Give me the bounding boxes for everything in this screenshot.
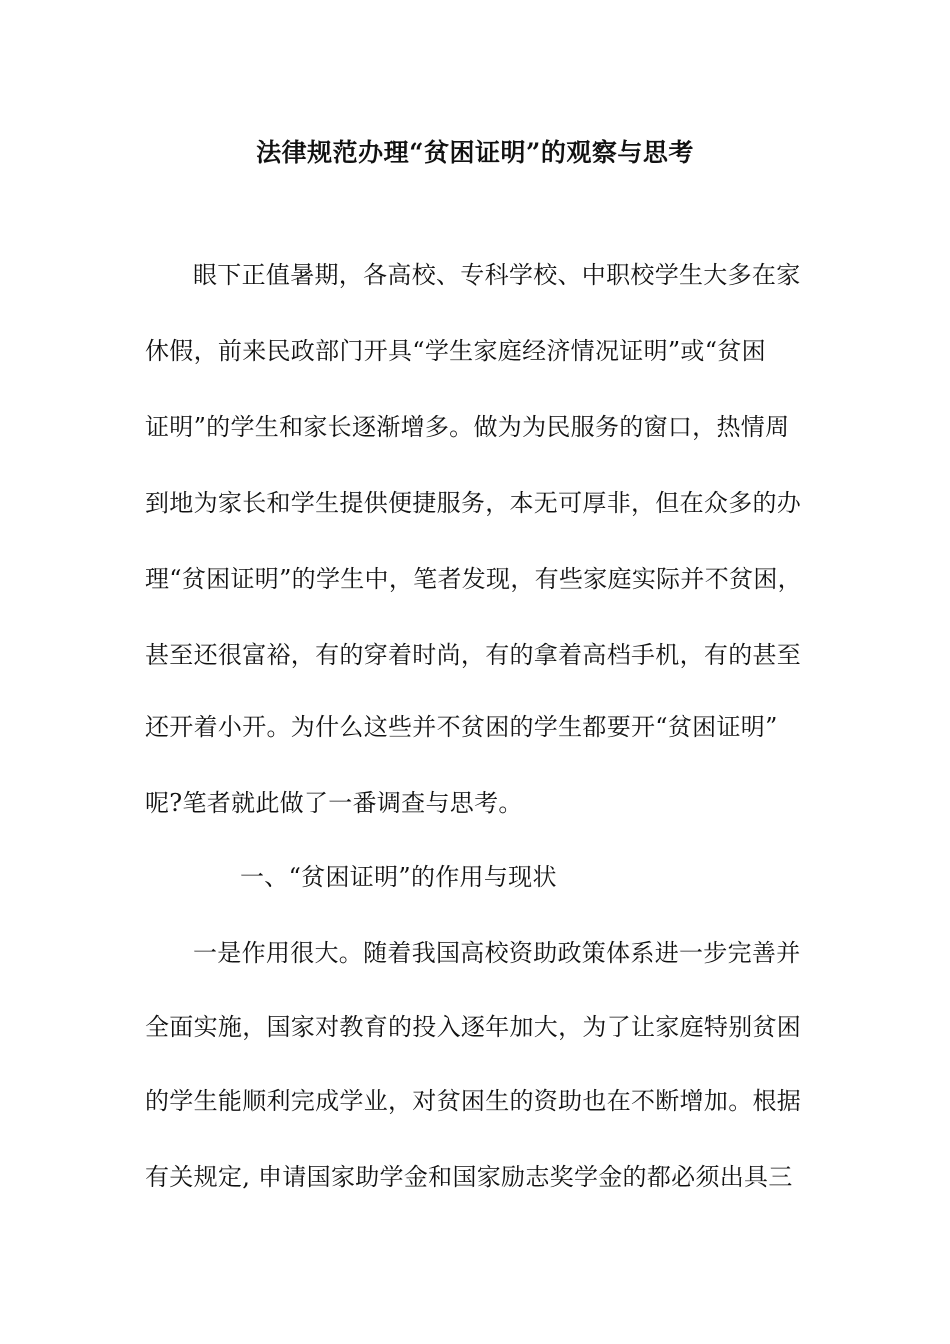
paragraph-line-8: 呢?笔者就此做了一番调查与思考。: [145, 789, 523, 817]
paragraph-line-3: 证明”的学生和家长逐渐增多。做为为民服务的窗口，热情周: [145, 413, 790, 441]
document-title: 法律规范办理“贫困证明”的观察与思考: [256, 138, 694, 167]
paragraph-line-4: 到地为家长和学生提供便捷服务，本无可厚非，但在众多的办: [145, 489, 802, 517]
paragraph-line-10: 全面实施，国家对教育的投入逐年加大，为了让家庭特别贫困: [145, 1013, 802, 1041]
paragraph-line-2: 休假，前来民政部门开具“学生家庭经济情况证明”或“贫困: [145, 337, 766, 365]
paragraph-line-11: 的学生能顺利完成学业，对贫困生的资助也在不断增加。根据: [145, 1087, 802, 1115]
section-heading: 一、“贫困证明”的作用与现状: [240, 863, 557, 891]
paragraph-line-9: 一是作用很大。随着我国高校资助政策体系进一步完善并: [193, 939, 801, 967]
paragraph-line-1: 眼下正值暑期，各高校、专科学校、中职校学生大多在家: [193, 261, 801, 289]
paragraph-line-5: 理“贫困证明”的学生中，笔者发现，有些家庭实际并不贫困，: [145, 565, 802, 593]
paragraph-line-12: 有关规定, 申请国家助学金和国家励志奖学金的都必须出具三: [145, 1163, 793, 1191]
paragraph-line-6: 甚至还很富裕，有的穿着时尚，有的拿着高档手机，有的甚至: [145, 641, 802, 669]
paragraph-line-7: 还开着小开。为什么这些并不贫困的学生都要开“贫困证明”: [145, 713, 778, 741]
